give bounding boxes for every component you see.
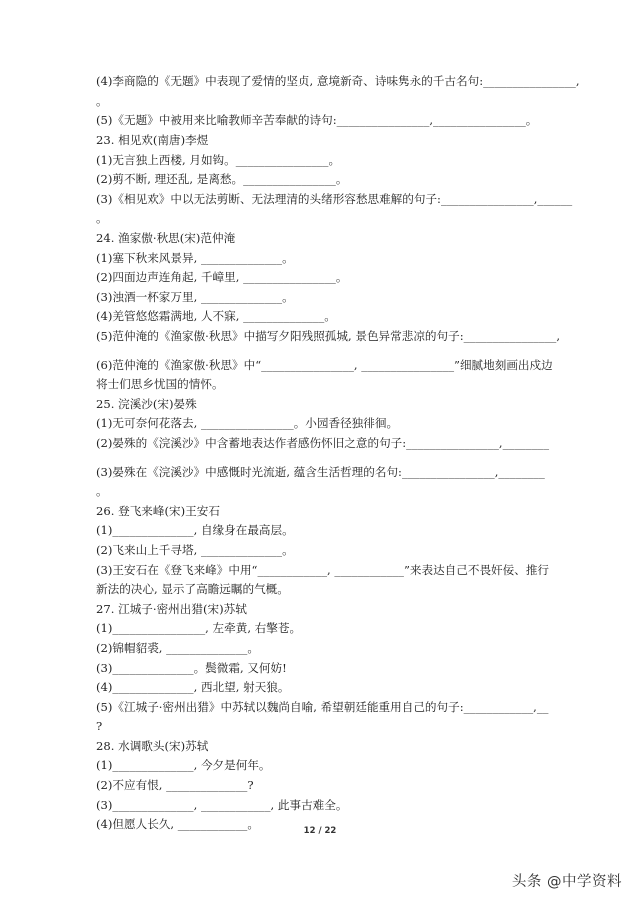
text-line: (1)________________, 左牵黄, 右擎苍。 xyxy=(96,621,302,636)
text-line: (3)______________。鬓微霜, 又何妨! xyxy=(96,660,287,675)
text-line: (1)______________, 今夕是何年。 xyxy=(96,758,271,773)
document-body xyxy=(96,72,580,835)
section-heading: 27. 江城子·密州出猎(宋)苏轼 xyxy=(96,601,247,616)
text-line: (1)无言独上西楼, 月如钩。________________。 xyxy=(96,152,341,167)
text-line: (2)飞来山上千寻塔, ______________。 xyxy=(96,542,294,557)
text-line: 。 xyxy=(96,93,108,108)
text-line: (3)______________, ____________, 此事古难全。 xyxy=(96,797,348,812)
text-line: (2)四面边声连角起, 千嶂里, ________________。 xyxy=(96,270,348,285)
text-line: (2)剪不断, 理还乱, 是离愁。________________。 xyxy=(96,172,348,187)
text-line: (6)范仲淹的《渔家傲·秋思》中“________________, ________________”细腻地刻画出戍边 xyxy=(96,357,553,372)
text-line: (1)______________, 自缘身在最高层。 xyxy=(96,523,294,538)
text-line: (4)羌管悠悠霜满地, 人不寐, ______________。 xyxy=(96,309,336,324)
text-line: 将士们思乡忧国的情怀。 xyxy=(96,377,224,392)
text-line: (3)《相见欢》中以无法剪断、无法理清的头绪形容愁思难解的句子:________________,______ xyxy=(96,191,573,206)
text-line: (4)李商隐的《无题》中表现了爱情的坚贞, 意境新奇、诗味隽永的千古名句:________________, xyxy=(96,74,580,89)
section-heading: 28. 水调歌头(宋)苏轼 xyxy=(96,738,209,753)
watermark-label: 头条 @中学资料 xyxy=(511,874,622,890)
text-line: (3)晏殊在《浣溪沙》中感慨时光流逝, 蕴含生活哲理的名句:________________,________ xyxy=(96,464,545,479)
section-heading: 26. 登飞来峰(宋)王安石 xyxy=(96,503,220,518)
text-line: (5)《无题》中被用来比喻教师辛苦奉献的诗句:________________,________________。 xyxy=(96,113,538,128)
text-line: (4)______________, 西北望, 射天狼。 xyxy=(96,680,290,695)
text-line: (3)王安石在《登飞来峰》中用“____________, ____________”来表达自己不畏奸佞、推行 xyxy=(96,562,550,577)
text-line: (4)但愿人长久, ____________。 xyxy=(96,817,259,832)
text-line: (3)浊酒一杯家万里, ______________。 xyxy=(96,289,294,304)
section-heading: 24. 渔家傲·秋思(宋)范仲淹 xyxy=(96,231,236,246)
page-number: 12 / 22 xyxy=(303,826,337,836)
text-line: 。 xyxy=(96,211,108,226)
text-line: (2)晏殊的《浣溪沙》中含蓄地表达作者感伤怀旧之意的句子:________________,________ xyxy=(96,435,549,450)
section-heading: 25. 浣溪沙(宋)晏殊 xyxy=(96,396,197,411)
text-line: (1)无可奈何花落去, ________________。小园香径独徘徊。 xyxy=(96,416,399,431)
text-line: (5)范仲淹的《渔家傲·秋思》中描写夕阳残照孤城, 景色异常悲凉的句子:________________, xyxy=(96,329,561,344)
text-line: ? xyxy=(96,719,103,734)
text-line: (2)锦帽貂裘, ______________。 xyxy=(96,640,259,655)
text-line: (5)《江城子·密州出猎》中苏轼以魏尚自喻, 希望朝廷能重用自己的句子:____________,__ xyxy=(96,699,549,714)
section-heading: 23. 相见欢(南唐)李煜 xyxy=(96,133,209,148)
text-line: 新法的决心, 显示了高瞻远瞩的气概。 xyxy=(96,582,289,597)
text-line: (2)不应有恨, ______________? xyxy=(96,778,254,793)
text-line: (1)塞下秋来风景异, ______________。 xyxy=(96,250,294,265)
text-line: 。 xyxy=(96,484,108,499)
